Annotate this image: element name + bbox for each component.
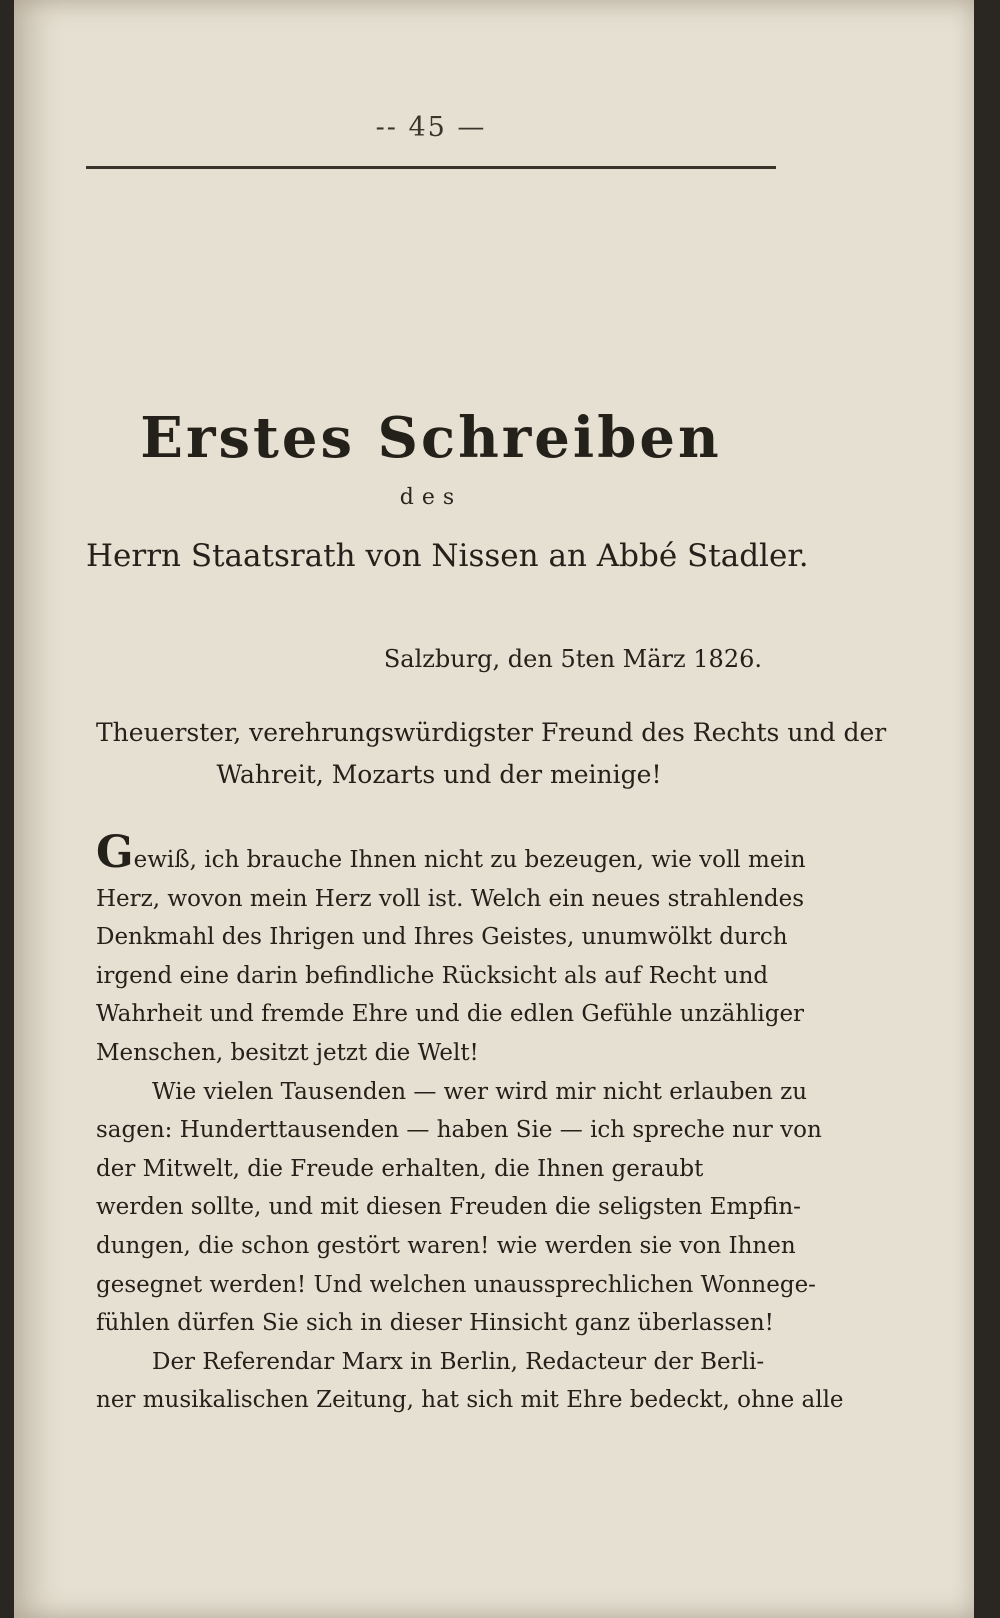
header-rule (86, 166, 776, 169)
salutation-line-1: Theuerster, verehrungswürdigster Freund des Rechts und der (96, 718, 887, 747)
salutation (96, 712, 887, 796)
body-line: dungen, die schon gestört waren! wie werden sie von Ihnen (96, 1232, 796, 1259)
salutation-line-2: Wahreit, Mozarts und der meinige! (216, 760, 662, 789)
body-line: ner musikalischen Zeitung, hat sich mit Ehre bedeckt, ohne alle (96, 1387, 844, 1414)
body-line: Menschen, besitzt jetzt die Welt! (96, 1039, 479, 1066)
letter-title: Erstes Schreiben (140, 405, 722, 471)
dateline: Salzburg, den 5ten März 1826. (383, 645, 762, 673)
body-line: gesegnet werden! Und welchen unaussprechlichen Wonnege- (96, 1271, 816, 1298)
subtitle-connector: des (399, 485, 463, 510)
body-line: der Mitwelt, die Freude erhalten, die Ihnen geraubt (96, 1155, 704, 1182)
body-line: Denkmahl des Ihrigen und Ihres Geistes, unumwölkt durch (96, 924, 788, 951)
body-line: Gewiß, ich brauche Ihnen nicht zu bezeugen, wie voll mein (96, 827, 806, 878)
body-line: Wahrheit und fremde Ehre und die edlen Gefühle unzähliger (96, 1001, 805, 1028)
drop-cap: G (96, 827, 134, 878)
page-number-header: -- 45 — (375, 112, 487, 143)
body-line: werden sollte, und mit diesen Freuden die seligsten Empfin- (96, 1194, 801, 1221)
body-line: irgend eine darin befindliche Rücksicht als auf Recht und (96, 962, 769, 989)
body-line: Herz, wovon mein Herz voll ist. Welch ein neues strahlendes (96, 885, 805, 912)
body-line: sagen: Hunderttausenden — haben Sie — ich spreche nur von (96, 1117, 822, 1144)
body-line: Der Referendar Marx in Berlin, Redacteur der Berli- (152, 1348, 765, 1375)
body-line: Wie vielen Tausenden — wer wird mir nicht erlauben zu (152, 1078, 808, 1105)
letter-subtitle: Herrn Staatsrath von Nissen an Abbé Stadler. (86, 538, 809, 574)
body-line: fühlen dürfen Sie sich in dieser Hinsicht ganz überlassen! (96, 1310, 774, 1337)
letter-body (96, 827, 844, 1420)
